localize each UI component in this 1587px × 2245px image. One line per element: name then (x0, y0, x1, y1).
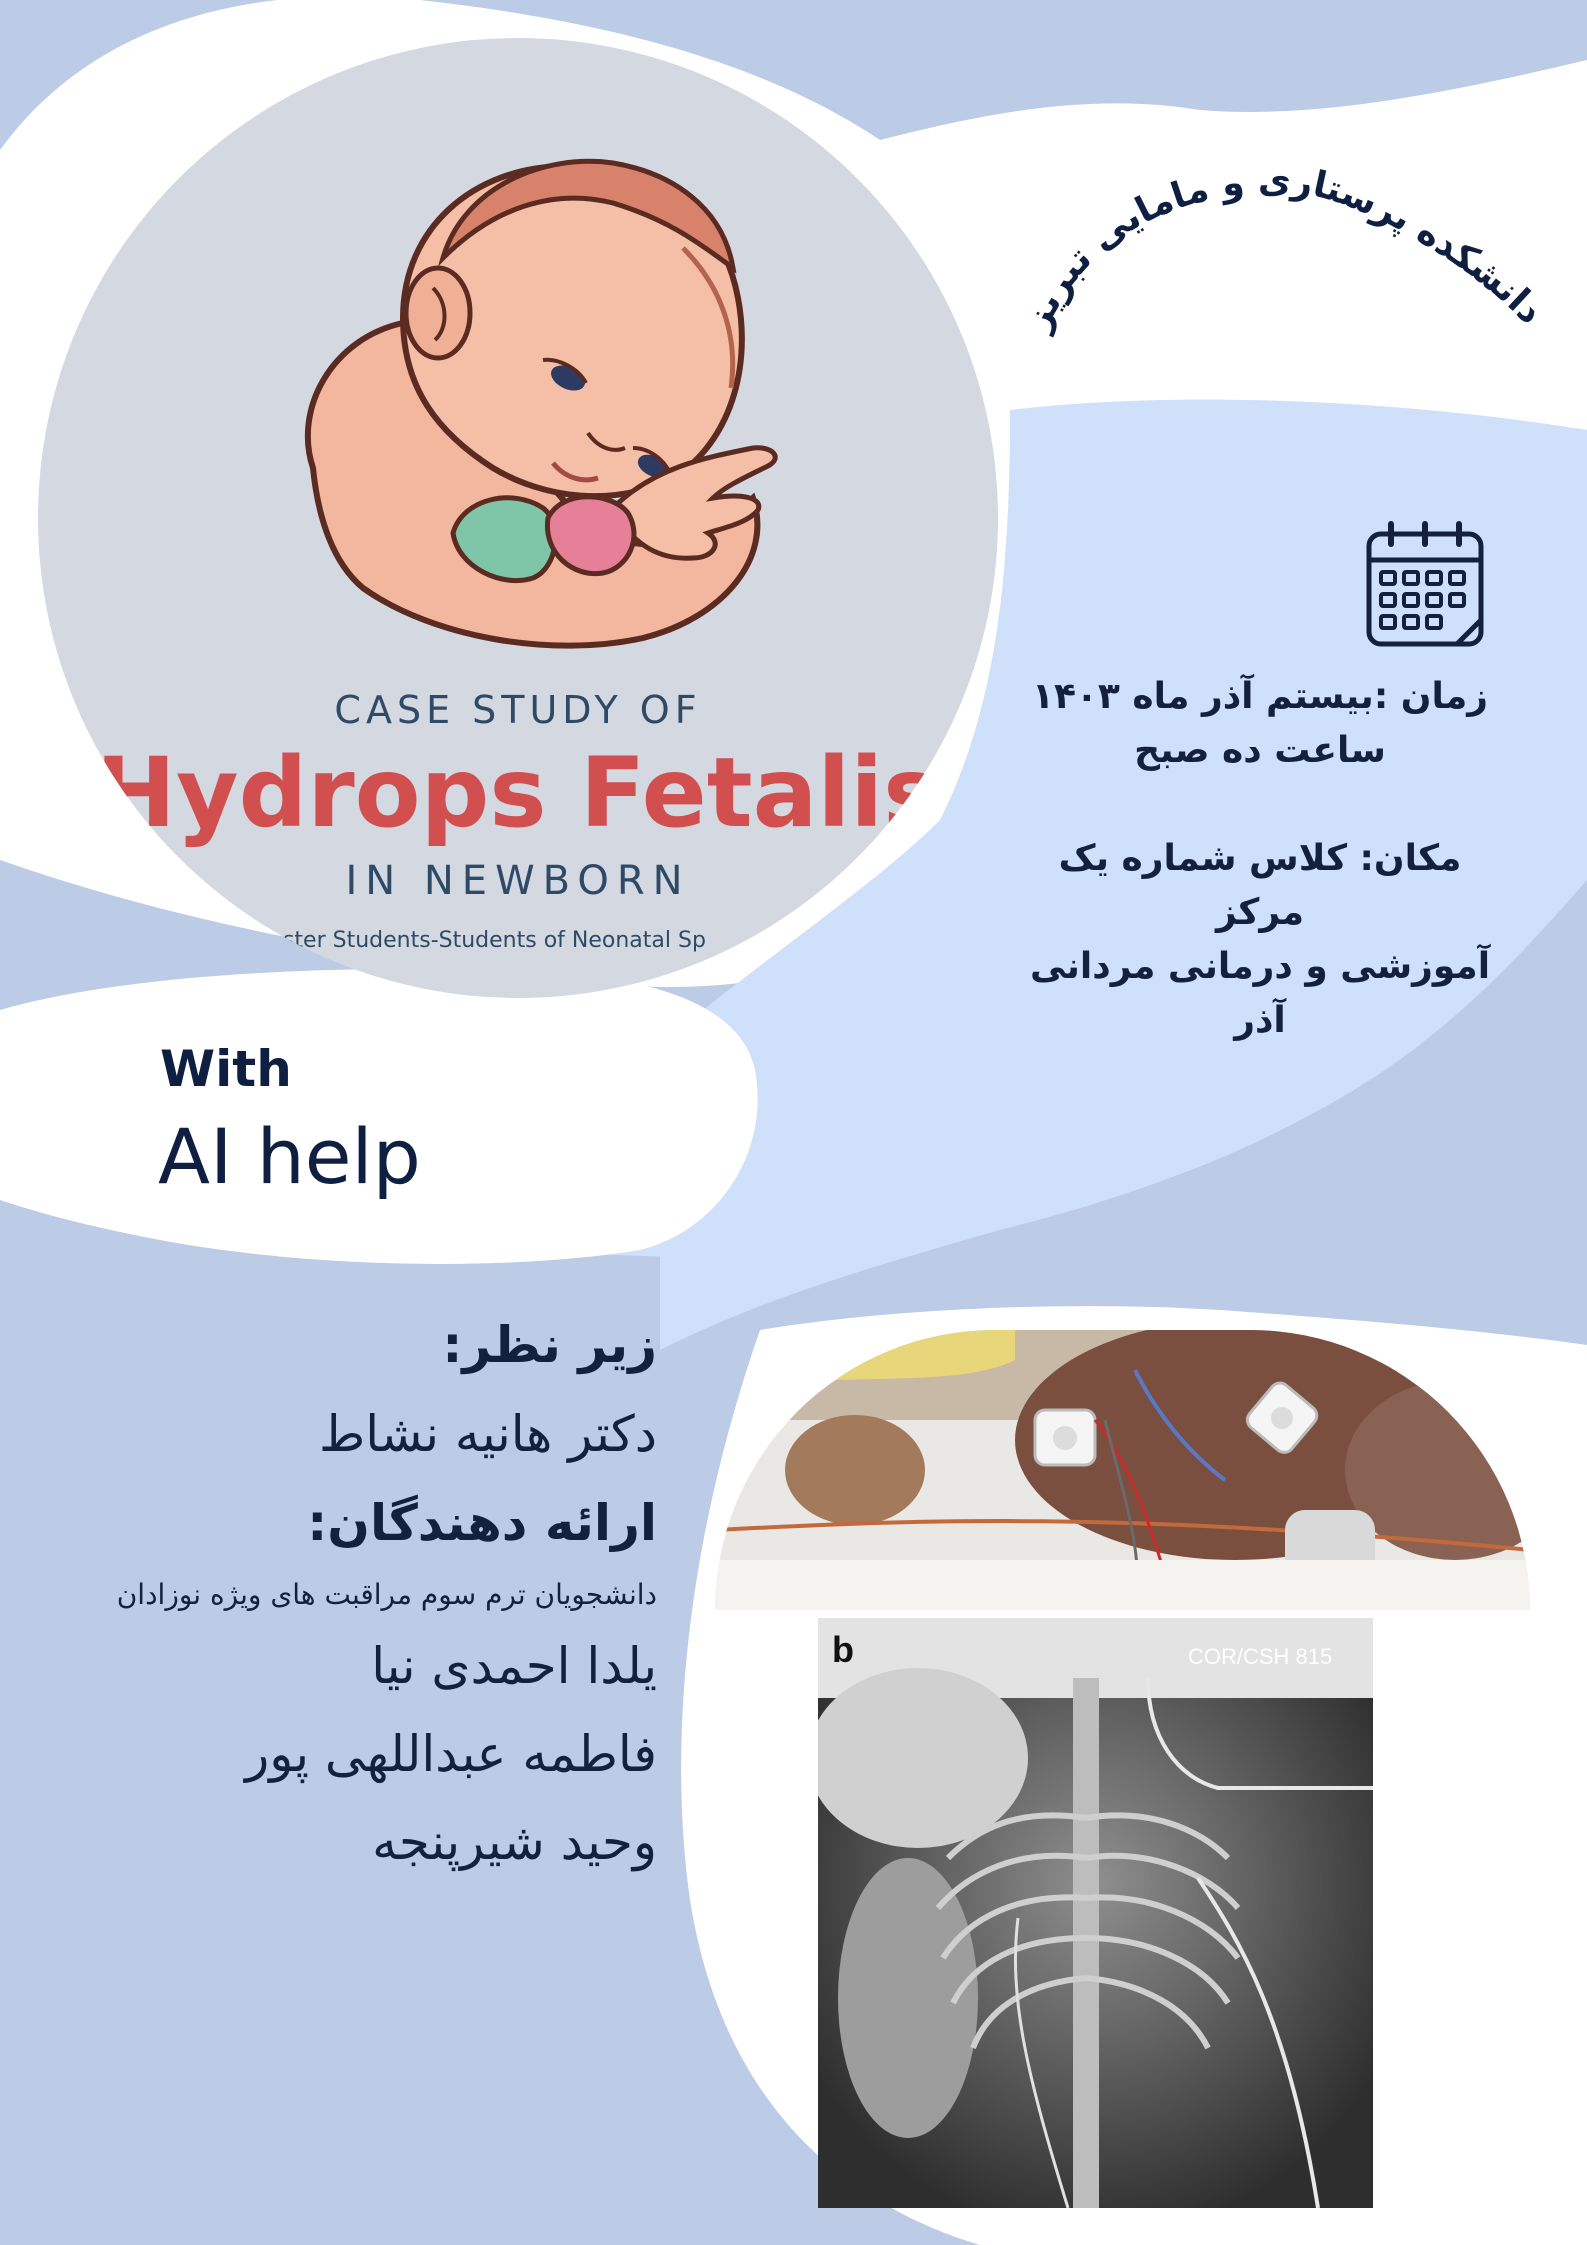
supervision-label: زیر نظر: (442, 1316, 657, 1374)
banner-line-case-study: CASE STUDY OF (334, 688, 702, 732)
institution-name: دانشکده پرستاری و مامایی تبریز (1016, 160, 1551, 337)
banner-subtitle: mester Students-Students of Neonatal Sp (248, 928, 706, 953)
event-place-line1: مکان: کلاس شماره یک مرکز (1058, 838, 1462, 933)
institution-title (1000, 120, 1560, 400)
supervisor-name: دکتر هانیه نشاط (319, 1405, 657, 1463)
event-place-line2: آموزشی و درمانی مردانی آذر (1029, 946, 1491, 1041)
xray-panel-letter: b (832, 1629, 854, 1670)
presenter-name: وحید شیرپنجه (372, 1813, 657, 1871)
svg-text:دانشکده پرستاری و مامایی تبریز (1016, 160, 1551, 338)
banner-line-newborn: IN NEWBORN (345, 858, 691, 904)
newborn-illustration (253, 148, 813, 708)
presenter-name: فاطمه عبداللهی پور (245, 1725, 657, 1783)
ai-help-label: AI help (158, 1112, 421, 1201)
event-time-date: زمان :بیستم آذر ماه ۱۴۰۳ (1031, 676, 1489, 717)
case-study-badge (38, 38, 998, 998)
presenters-subtitle: دانشجویان ترم سوم مراقبت های ویژه نوزادان (116, 1578, 657, 1611)
presenters-label: ارائه دهندگان: (307, 1494, 657, 1552)
chest-xray-image (818, 1618, 1373, 2208)
banner-title: Hydrops Fetalis (95, 737, 941, 849)
xray-label: COR/CSH 815 (1188, 1644, 1333, 1669)
event-details (1010, 670, 1510, 1048)
event-time-hour: ساعت ده صبح (1134, 730, 1386, 771)
ai-with-label: With (160, 1040, 292, 1098)
calendar-icon (1365, 520, 1485, 650)
credits (7, 1300, 657, 1886)
presenter-name: یلدا احمدی نیا (371, 1637, 657, 1695)
